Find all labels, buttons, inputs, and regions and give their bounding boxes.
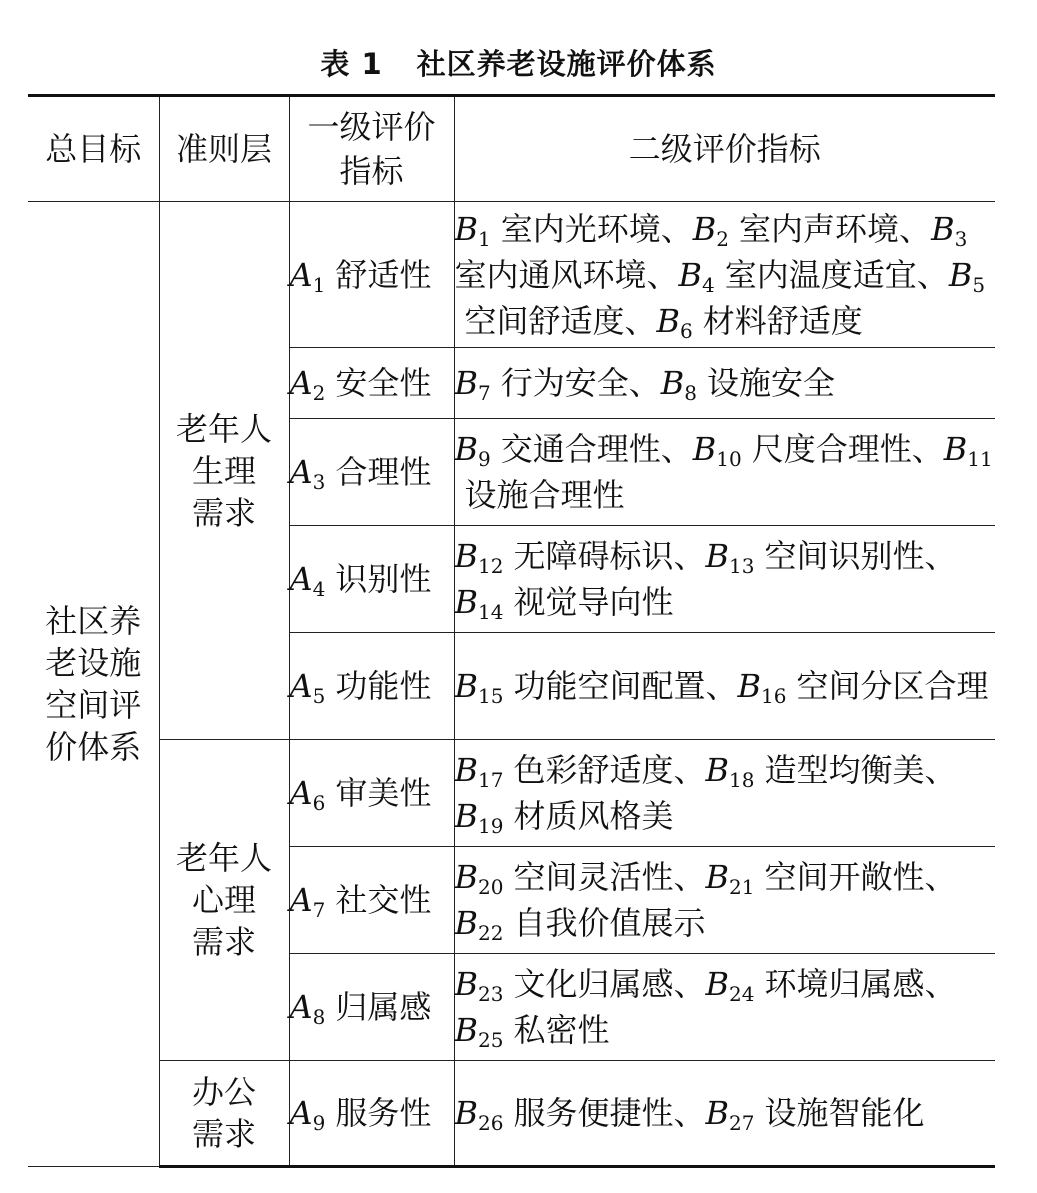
sub-indicator-text: 自我价值展示: [513, 904, 706, 942]
sub-indicator-subscript: 5: [972, 272, 986, 297]
sub-indicator: [454, 209, 693, 251]
sub-indicator-subscript: 22: [478, 921, 504, 945]
sub-indicator: [692, 209, 932, 251]
level1-indicator: [289, 202, 454, 348]
level1-indicator: [289, 419, 454, 526]
sub-indicator: [454, 1094, 706, 1135]
sub-indicator-subscript: 7: [478, 381, 491, 405]
table-row: [28, 1061, 995, 1167]
header-goal: 总目标: [28, 96, 159, 202]
criteria-line: 心理: [191, 881, 256, 919]
sub-indicator-text: 交通合理性: [500, 430, 661, 468]
sub-indicator-subscript: 27: [729, 1111, 755, 1135]
sub-indicator-letter: B: [948, 255, 973, 294]
criteria-line: 办公: [191, 1073, 256, 1111]
sub-indicator-text: 造型均衡美: [764, 751, 925, 789]
sub-indicator-letter: B: [660, 364, 685, 402]
sub-indicator-letter: B: [705, 1094, 730, 1132]
goal-line: 价体系: [45, 728, 142, 766]
sub-indicator-letter: B: [454, 904, 479, 942]
indicator-letter: A: [289, 667, 313, 705]
table-number: 表 1: [320, 47, 383, 81]
sub-indicator-letter: B: [737, 667, 762, 705]
indicator-letter: A: [289, 364, 313, 402]
separator: 、: [924, 965, 957, 1003]
sub-indicator-letter: B: [943, 430, 968, 468]
indicator-name: 功能性: [335, 667, 432, 705]
sub-indicator-letter: B: [678, 255, 703, 294]
level2-indicators: [454, 526, 995, 633]
indicator-letter: A: [289, 453, 313, 491]
sub-indicator: [705, 965, 957, 1006]
sub-indicator-text: 空间开敞性: [764, 858, 925, 896]
level2-indicators: [454, 419, 995, 526]
sub-indicator: [705, 537, 957, 578]
sub-indicator: [454, 751, 706, 792]
header-row: [28, 96, 995, 202]
separator: 、: [646, 255, 679, 294]
criteria-line: 需求: [191, 923, 256, 961]
level2-indicators: [454, 202, 995, 348]
sub-indicator-letter: B: [454, 430, 479, 468]
separator: 、: [628, 364, 661, 402]
sub-indicator-subscript: 9: [478, 447, 491, 471]
sub-indicator-subscript: 11: [967, 447, 993, 471]
indicator-name: 服务性: [335, 1094, 432, 1132]
level2-indicators: [454, 954, 995, 1061]
indicator-name: 安全性: [335, 364, 432, 402]
separator: 、: [660, 209, 693, 248]
sub-indicator-text: 空间灵活性: [513, 858, 674, 896]
level2-indicators: [454, 740, 995, 847]
sub-indicator-letter: B: [692, 430, 717, 468]
sub-indicator: [454, 667, 738, 708]
sub-indicator-text: 无障碍标识: [513, 537, 674, 575]
sub-indicator-letter: B: [454, 667, 479, 705]
level1-indicator: [289, 954, 454, 1061]
sub-indicator-letter: B: [931, 209, 955, 248]
sub-indicator-letter: B: [454, 364, 479, 402]
separator: 、: [673, 537, 706, 575]
sub-indicator: [454, 430, 693, 471]
sub-indicator-letter: B: [454, 537, 479, 575]
sub-indicator-letter: B: [705, 858, 730, 896]
sub-indicator-text: 空间识别性: [764, 537, 925, 575]
sub-indicator: [737, 667, 989, 708]
separator: 、: [916, 255, 949, 294]
indicator-subscript: 7: [312, 898, 326, 922]
sub-indicator-subscript: 4: [702, 272, 715, 297]
sub-indicator-text: 服务便捷性: [513, 1094, 674, 1132]
sub-indicator-subscript: 2: [716, 226, 730, 251]
sub-indicator-letter: B: [454, 209, 479, 248]
sub-indicator: [705, 1094, 925, 1135]
header-level1-line1: 一级评价: [307, 108, 436, 146]
sub-indicator-text: 设施合理性: [464, 476, 625, 514]
goal-cell: [28, 202, 159, 1167]
goal-line: 空间评: [45, 686, 142, 724]
sub-indicator: [454, 583, 674, 624]
criteria-line: 老年人: [175, 409, 272, 448]
goal-line: 老设施: [45, 644, 142, 682]
indicator-subscript: 6: [312, 791, 326, 815]
level2-indicators: [454, 1061, 995, 1167]
header-level2: 二级评价指标: [454, 96, 995, 202]
sub-indicator-text: 功能空间配置: [513, 667, 706, 705]
sub-indicator-letter: B: [692, 209, 717, 248]
sub-indicator-letter: B: [454, 1011, 479, 1049]
sub-indicator: [705, 751, 957, 792]
sub-indicator-letter: B: [454, 797, 479, 835]
indicator-subscript: 3: [312, 470, 326, 494]
sub-indicator-subscript: 18: [729, 768, 755, 792]
level2-indicators: [454, 633, 995, 740]
separator: 、: [624, 301, 657, 340]
sub-indicator-text: 色彩舒适度: [513, 751, 674, 789]
sub-indicator-text: 尺度合理性: [751, 430, 912, 468]
table-row: [28, 740, 995, 847]
separator: 、: [899, 209, 932, 248]
criteria-cell: [159, 1061, 289, 1167]
sub-indicator: [454, 904, 706, 945]
indicator-letter: A: [289, 881, 313, 919]
sub-indicator-text: 私密性: [513, 1011, 610, 1049]
sub-indicator-subscript: 16: [761, 684, 787, 708]
criteria-line: 需求: [191, 493, 256, 532]
separator: 、: [924, 751, 957, 789]
sub-indicator-subscript: 10: [716, 447, 742, 471]
sub-indicator-subscript: 13: [729, 554, 755, 578]
sub-indicator-subscript: 8: [684, 381, 698, 405]
separator: 、: [911, 430, 944, 468]
indicator-name: 社交性: [335, 881, 432, 919]
sub-indicator-letter: B: [705, 751, 730, 789]
level1-indicator: [289, 348, 454, 419]
sub-indicator-letter: B: [705, 537, 730, 575]
sub-indicator-subscript: 12: [478, 554, 504, 578]
indicator-subscript: 9: [312, 1111, 326, 1135]
sub-indicator-letter: B: [705, 965, 730, 1003]
sub-indicator-text: 空间分区合理: [796, 667, 989, 705]
sub-indicator: [454, 965, 706, 1006]
indicator-subscript: 2: [312, 381, 326, 405]
indicator-name: 归属感: [335, 988, 432, 1026]
level1-indicator: [289, 633, 454, 740]
indicator-letter: A: [289, 255, 313, 294]
sub-indicator-text: 设施安全: [707, 364, 836, 402]
criteria-cell: [159, 202, 289, 740]
sub-indicator: [692, 430, 944, 471]
sub-indicator-text: 设施智能化: [764, 1094, 925, 1132]
sub-indicator-subscript: 23: [478, 982, 504, 1006]
sub-indicator: [660, 364, 836, 405]
header-criteria: 准则层: [159, 96, 289, 202]
sub-indicator-text: 环境归属感: [764, 965, 925, 1003]
indicator-name: 舒适性: [335, 255, 432, 294]
sub-indicator-subscript: 24: [729, 982, 755, 1006]
sub-indicator-subscript: 25: [478, 1028, 504, 1052]
sub-indicator-text: 文化归属感: [513, 965, 674, 1003]
indicator-subscript: 1: [312, 272, 326, 297]
indicator-letter: A: [289, 1094, 313, 1132]
sub-indicator-subscript: 14: [478, 600, 504, 624]
indicator-letter: A: [289, 988, 313, 1026]
indicator-letter: A: [289, 774, 313, 812]
sub-indicator-subscript: 1: [478, 226, 491, 251]
table-row: [28, 202, 995, 348]
table-title: 社区养老设施评价体系: [416, 47, 717, 81]
criteria-line: 需求: [191, 1115, 256, 1153]
sub-indicator: [454, 1011, 610, 1052]
level1-indicator: [289, 1061, 454, 1167]
indicator-name: 审美性: [335, 774, 432, 812]
level2-indicators: [454, 847, 995, 954]
separator: 、: [673, 965, 706, 1003]
sub-indicator-subscript: 26: [478, 1111, 504, 1135]
level1-indicator: [289, 740, 454, 847]
sub-indicator: [454, 537, 706, 578]
separator: 、: [673, 1094, 706, 1132]
sub-indicator-text: 室内温度适宜: [724, 255, 917, 294]
sub-indicator-text: 视觉导向性: [513, 583, 674, 621]
sub-indicator: [454, 858, 706, 899]
indicator-letter: A: [289, 560, 313, 598]
sub-indicator-subscript: 6: [680, 318, 693, 343]
indicator-name: 识别性: [335, 560, 432, 598]
indicator-name: 合理性: [335, 453, 432, 491]
indicator-subscript: 8: [312, 1005, 326, 1029]
sub-indicator: [678, 255, 949, 297]
criteria-line: 生理: [191, 451, 256, 490]
sub-indicator-text: 空间舒适度: [464, 301, 625, 340]
criteria-line: 老年人: [175, 839, 272, 877]
sub-indicator-letter: B: [454, 583, 479, 621]
sub-indicator: [454, 364, 661, 405]
separator: 、: [660, 430, 693, 468]
indicator-subscript: 5: [312, 684, 326, 708]
sub-indicator: [656, 301, 863, 343]
criteria-cell: [159, 740, 289, 1061]
sub-indicator-letter: B: [454, 1094, 479, 1132]
sub-indicator-subscript: 19: [478, 814, 504, 838]
level1-indicator: [289, 847, 454, 954]
sub-indicator-letter: B: [656, 301, 681, 340]
separator: 、: [673, 858, 706, 896]
separator: 、: [924, 858, 957, 896]
sub-indicator-text: 室内声环境: [739, 209, 900, 248]
separator: 、: [673, 751, 706, 789]
sub-indicator-text: 室内光环境: [500, 209, 661, 248]
evaluation-table: [28, 94, 995, 1168]
sub-indicator-text: 材料舒适度: [702, 301, 863, 340]
separator: 、: [924, 537, 957, 575]
table-caption: [0, 42, 1037, 83]
sub-indicator-text: 行为安全: [500, 364, 629, 402]
sub-indicator: [705, 858, 957, 899]
sub-indicator-subscript: 17: [478, 768, 504, 792]
header-level1-line2: 指标: [339, 152, 404, 190]
separator: 、: [705, 667, 738, 705]
sub-indicator: [454, 797, 674, 838]
sub-indicator-subscript: 3: [954, 226, 968, 251]
sub-indicator-subscript: 15: [478, 684, 504, 708]
level2-indicators: [454, 348, 995, 419]
sub-indicator-text: 材质风格美: [513, 797, 674, 835]
indicator-subscript: 4: [312, 577, 326, 601]
sub-indicator-letter: B: [454, 965, 479, 1003]
sub-indicator-subscript: 20: [478, 875, 504, 899]
header-level1: [289, 96, 454, 202]
goal-line: 社区养: [45, 602, 142, 640]
sub-indicator-text: 室内通风环境: [454, 255, 647, 294]
sub-indicator-letter: B: [454, 858, 479, 896]
level1-indicator: [289, 526, 454, 633]
sub-indicator-letter: B: [454, 751, 479, 789]
sub-indicator-subscript: 21: [729, 875, 755, 899]
